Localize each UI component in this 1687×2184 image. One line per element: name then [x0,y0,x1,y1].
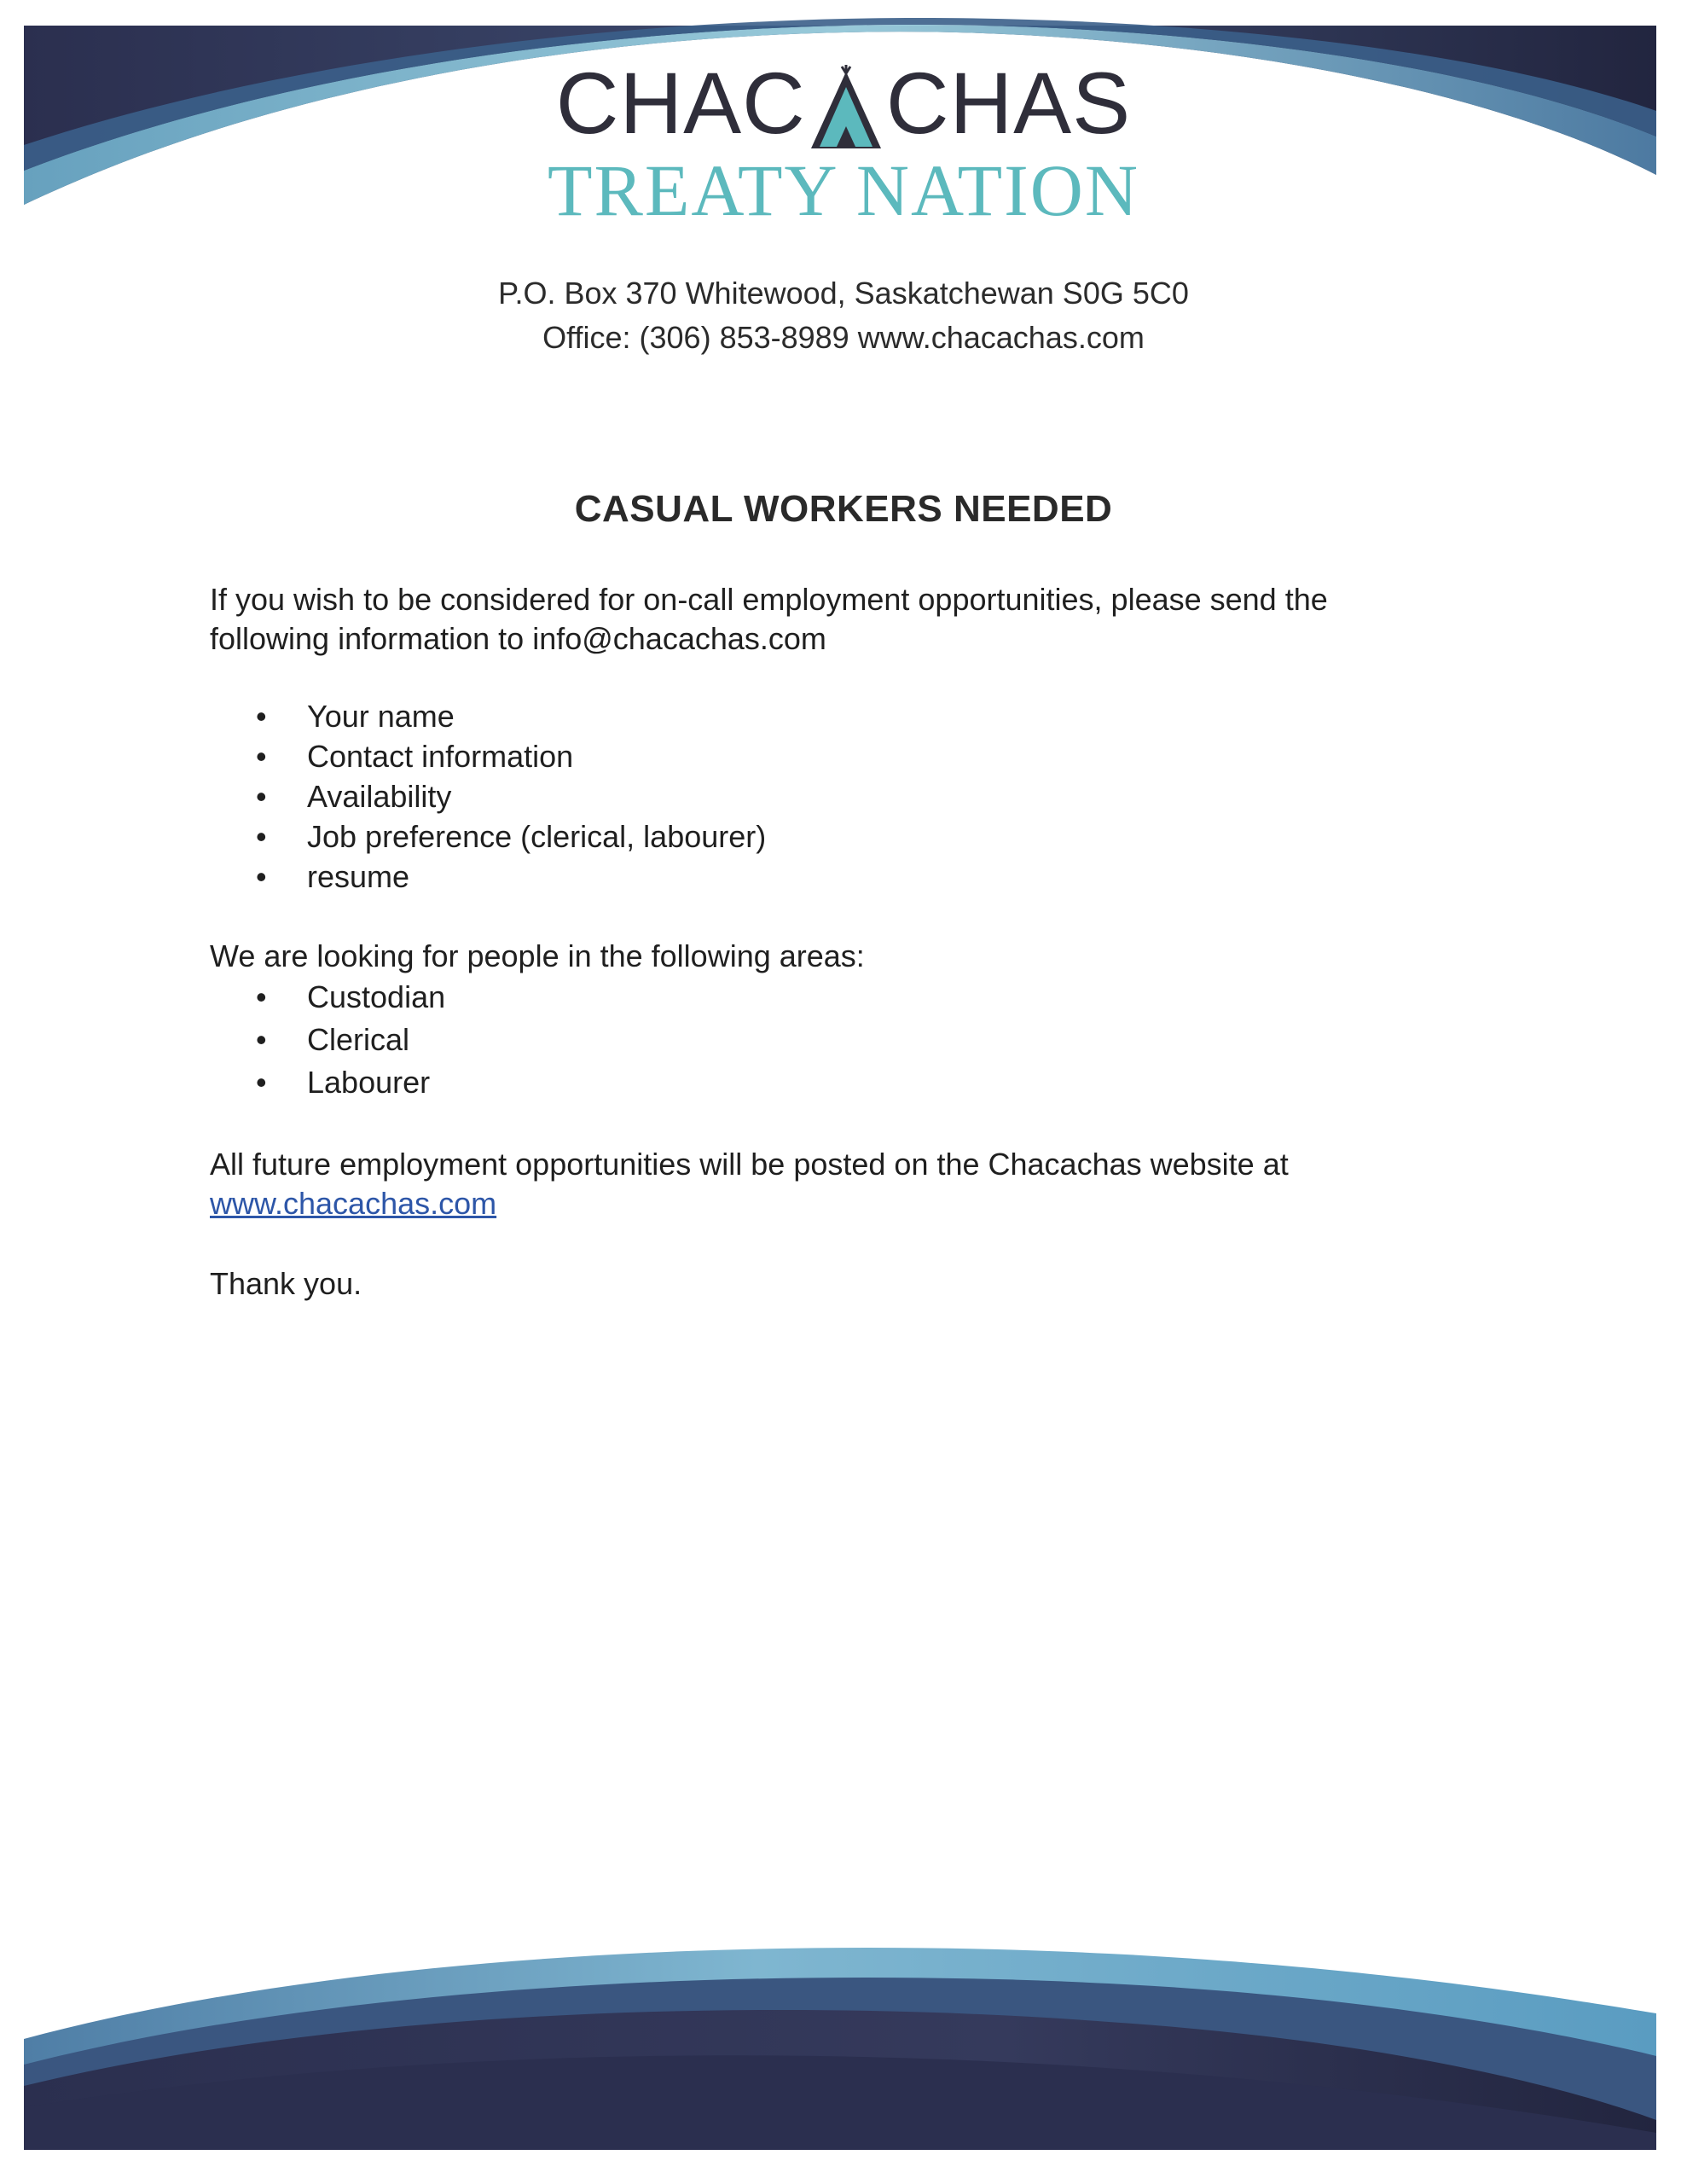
document-title: CASUAL WORKERS NEEDED [574,488,1113,530]
intro-line: If you wish to be considered for on-call employment opportunities, please send the [210,582,1328,617]
letterhead-address [0,271,1687,360]
areas-list [256,976,445,1104]
logo-wordmark-top [555,55,1132,152]
contact-line: Office: (306) 853-8989 www.chacachas.com [542,320,1145,355]
website-link[interactable]: www.chacachas.com [210,1186,497,1221]
tipi-icon [808,65,884,150]
list-item: • Your name [256,696,766,736]
logo-text-right: CHAS [885,55,1132,152]
list-item: • Clerical [256,1019,445,1061]
list-item: • Custodian [256,976,445,1019]
intro-line: following information to info@chacachas.com [210,621,826,656]
logo-text-left: CHAC [555,55,806,152]
logo-wordmark-bottom: TREATY NATION [547,149,1139,231]
info-requirements-list [256,696,766,897]
address-line: P.O. Box 370 Whitewood, Saskatchewan S0G 5C0 [498,276,1189,311]
intro-paragraph [210,580,1472,659]
areas-intro: We are looking for people in the following areas: [210,938,865,973]
list-item: • Availability [256,776,766,816]
future-opportunities-paragraph [210,1145,1472,1223]
list-item: • Job preference (clerical, labourer) [256,816,766,857]
closing-text: Thank you. [210,1266,362,1301]
list-item: • Labourer [256,1061,445,1104]
list-item: • Contact information [256,736,766,776]
list-item: • resume [256,857,766,897]
chacachas-logo [0,55,1687,231]
bottom-footer-swoosh [0,1937,1687,2184]
future-line: All future employment opportunities will be posted on the Chacachas website at [210,1147,1289,1182]
